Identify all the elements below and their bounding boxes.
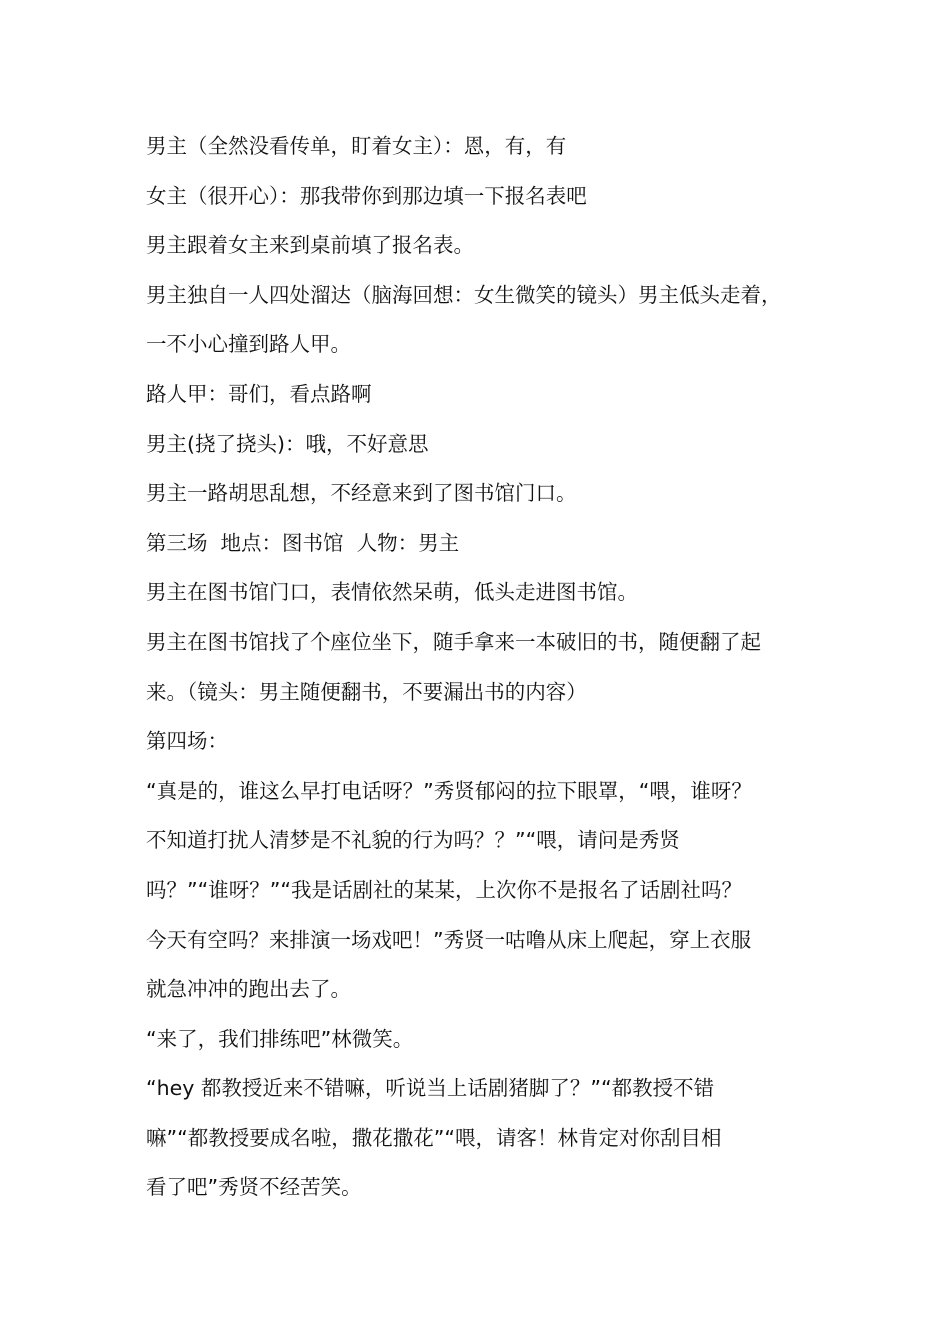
line-15: 不知道打扰人清梦是不礼貌的行为吗？？”“喂，请问是秀贤 [146,828,680,853]
line-4: 男主独自一人四处溜达（脑海回想：女生微笑的镜头）男主低头走着， [146,282,782,307]
line-7: 男主(挠了挠头)：哦，不好意思 [146,431,429,456]
scene-four-heading: 第四场： [146,729,228,754]
line-19: “来了，我们排练吧”林微笑。 [146,1026,414,1051]
script-text-body [146,122,836,1213]
line-11: 男主在图书馆找了个座位坐下，随手拿来一本破旧的书，随便翻了起 [146,629,761,654]
line-3: 男主跟着女主来到桌前填了报名表。 [146,233,474,258]
line-6: 路人甲：哥们，看点路啊 [146,381,372,406]
line-2: 女主（很开心）：那我带你到那边填一下报名表吧 [146,183,587,208]
line-22: 看了吧”秀贤不经苦笑。 [146,1175,362,1200]
line-16: 吗？”“谁呀？”“我是话剧社的某某，上次你不是报名了话剧社吗？ [146,877,742,902]
line-8: 男主一路胡思乱想，不经意来到了图书馆门口。 [146,481,577,506]
line-21: 嘛”“都教授要成名啦，撒花撒花”“喂，请客！林肯定对你刮目相 [146,1125,722,1150]
line-5: 一不小心撞到路人甲。 [146,332,351,357]
line-1: 男主（全然没看传单，盯着女主）：恩，有，有 [146,134,567,158]
line-12: 来。（镜头：男主随便翻书，不要漏出书的内容） [146,679,587,704]
line-18: 就急冲冲的跑出去了。 [146,977,351,1002]
scene-three-heading: 第三场 地点：图书馆 人物：男主 [146,530,460,555]
line-20: “hey 都教授近来不错嘛，听说当上话剧猪脚了？”“都教授不错 [146,1076,715,1101]
line-17: 今天有空吗？来排演一场戏吧！”秀贤一咕噜从床上爬起，穿上衣服 [146,927,752,952]
line-14: “真是的，谁这么早打电话呀？”秀贤郁闷的拉下眼罩，“喂，谁呀？ [146,778,752,803]
line-10: 男主在图书馆门口，表情依然呆萌，低头走进图书馆。 [146,580,638,605]
